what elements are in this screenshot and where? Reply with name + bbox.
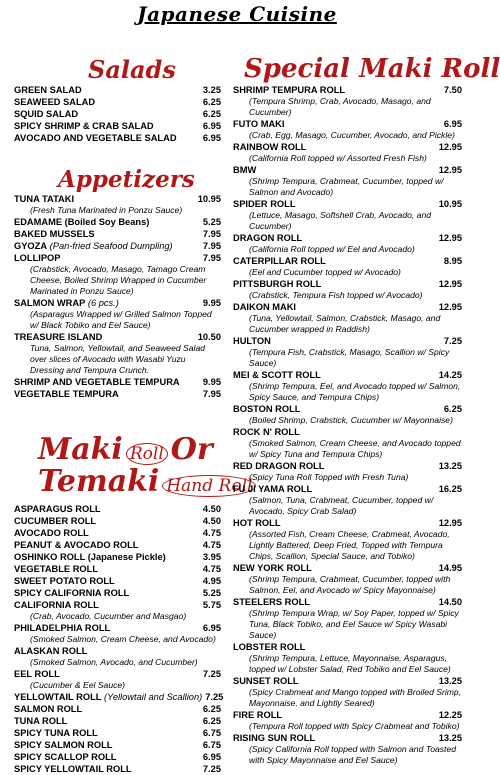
item-price: 6.25: [202, 97, 221, 107]
item-name-text: CALIFORNIA ROLL: [14, 600, 99, 610]
item-description: (Boiled Shrimp, Crabstick, Cucumber w/ Mayonnaise): [249, 415, 453, 425]
item-note: (Pan-fried Seafood Dumpling): [47, 241, 173, 251]
or-word: Or: [170, 432, 213, 467]
item-description: (Crab, Egg, Masago, Cucumber, Avocado, and Pickle): [249, 130, 455, 140]
item-name: [233, 164, 256, 176]
item-price: 7.95: [202, 229, 221, 239]
item-name-text: SEAWEED SALAD: [14, 97, 96, 107]
appetizers-list: [14, 193, 221, 400]
item-name-text: STEELERS ROLL: [233, 597, 310, 607]
salads-heading: Salads: [88, 55, 176, 84]
salads-list: [14, 84, 221, 144]
item-name: [233, 232, 302, 244]
item-price: 10.95: [197, 194, 221, 204]
menu-item: [14, 331, 221, 343]
hand-roll-paren: Hand Roll: [162, 475, 256, 497]
item-price: 12.95: [438, 165, 462, 175]
item-price: 6.95: [202, 752, 221, 762]
item-name-text: FIRE ROLL: [233, 710, 283, 720]
menu-item: [14, 376, 221, 388]
item-name: [233, 403, 301, 415]
item-description: (Tuna, Yellowtail, Salmon, Crabstick, Masago, and Cucumber wrapped in Raddish): [249, 313, 441, 334]
item-name-text: SWEET POTATO ROLL: [14, 576, 115, 586]
menu-item: [14, 216, 221, 228]
item-name: [14, 539, 138, 551]
item-name-text: NEW YORK ROLL: [233, 563, 312, 573]
menu-item: [14, 388, 221, 400]
item-name-text: ALASKAN ROLL: [14, 646, 88, 656]
item-name: [14, 587, 129, 599]
item-price: 9.95: [202, 377, 221, 387]
item-name: [233, 460, 324, 472]
item-note: (6 pcs.): [85, 298, 119, 308]
item-name-text: BMW: [233, 165, 257, 175]
item-price: 3.25: [202, 85, 221, 95]
menu-title: Japanese Cuisine: [137, 2, 337, 26]
menu-item: [14, 587, 221, 599]
item-name: [14, 193, 74, 205]
item-price: 7.95: [202, 253, 221, 263]
item-price: 7.25: [202, 669, 221, 679]
menu-item: [233, 84, 462, 96]
item-note: (Yellowtail and Scallion): [101, 692, 203, 702]
menu-item: [14, 691, 224, 703]
item-price: 6.95: [443, 119, 462, 129]
item-name: [14, 388, 119, 400]
menu-item: [233, 517, 462, 529]
item-price: 16.25: [438, 484, 462, 494]
menu-item: [14, 240, 221, 252]
item-price: 7.25: [443, 336, 462, 346]
item-price: 4.75: [202, 528, 221, 538]
item-name-text: TUNA TATAKI: [14, 194, 75, 204]
item-price: 13.25: [438, 461, 462, 471]
roll-paren: Roll: [126, 443, 168, 465]
temaki-word: Temaki: [38, 464, 160, 499]
item-price: 6.75: [202, 728, 221, 738]
item-description: (Spicy Tuna Roll Topped with Fresh Tuna): [249, 472, 409, 482]
item-name-text: LOBSTER ROLL: [233, 642, 306, 652]
item-name: [14, 727, 98, 739]
item-name: [14, 240, 173, 252]
item-description: (Cucumber & Eel Sauce): [30, 680, 126, 690]
item-name: [233, 301, 296, 313]
item-price: 12.95: [438, 142, 462, 152]
menu-item: [14, 503, 221, 515]
item-price: 7.25: [202, 764, 221, 774]
item-name: [14, 763, 132, 775]
item-name-text: RAINBOW ROLL: [233, 142, 307, 152]
item-name: [14, 228, 95, 240]
special-maki-heading: Special Maki Roll: [244, 54, 500, 84]
menu-item: [14, 228, 221, 240]
item-name: [233, 675, 299, 687]
item-name-text: YELLOWTAIL ROLL: [14, 692, 102, 702]
item-price: 12.95: [438, 518, 462, 528]
item-name-text: RISING SUN ROLL: [233, 733, 316, 743]
item-name-text: PEANUT & AVOCADO ROLL: [14, 540, 139, 550]
item-name-text: AVOCADO AND VEGETABLE SALAD: [14, 133, 177, 143]
item-name: [14, 96, 95, 108]
item-name-text: EEL ROLL: [14, 669, 60, 679]
maki-word: Maki: [38, 432, 123, 467]
item-name: [14, 120, 154, 132]
item-name: [14, 503, 101, 515]
item-name: [14, 622, 110, 634]
item-price: [459, 641, 462, 653]
menu-item: [14, 715, 221, 727]
item-name-text: OSHINKO ROLL (Japanese Pickle): [14, 552, 166, 562]
item-price: 12.95: [438, 302, 462, 312]
item-name-text: EDAMAME (Boiled Soy Beans): [14, 217, 150, 227]
item-name-text: SPICY SHRIMP & CRAB SALAD: [14, 121, 154, 131]
item-name: [14, 751, 116, 763]
menu-item: [14, 515, 221, 527]
menu-item: [233, 675, 462, 687]
maki-heading-line1: [38, 432, 213, 467]
item-description: (Shrimp Tempura, Eel, and Avocado topped w/ Salmon, Spicy Sauce, and Tempura Chips): [249, 381, 461, 402]
item-name: [14, 599, 99, 611]
item-name: [14, 331, 102, 343]
menu-item: [233, 301, 462, 313]
menu-item: [233, 596, 462, 608]
item-price: 7.50: [443, 85, 462, 95]
item-name-text: SHRIMP TEMPURA ROLL: [233, 85, 346, 95]
menu-item: [14, 252, 221, 264]
item-price: 7.25: [205, 692, 224, 702]
item-name: [233, 369, 321, 381]
item-description: (California Roll topped w/ Assorted Fresh Fish): [249, 153, 427, 163]
item-name-text: GREEN SALAD: [14, 85, 82, 95]
item-name: [14, 739, 112, 751]
item-description: (Assorted Fish, Cream Cheese, Crabmeat, Avocado, Lightly Battered, Deep Fried, Topped with Tempura Chips, Scallion, Special Sauce, and Tobiko): [249, 529, 450, 561]
item-price: 12.25: [438, 710, 462, 720]
item-description: (Tempura Roll topped with Spicy Crabmeat and Tobiko): [249, 721, 460, 731]
item-name-text: HULTON: [233, 336, 271, 346]
item-name-text: GYOZA: [14, 241, 48, 251]
item-name-text: CATERPILLAR ROLL: [233, 256, 326, 266]
item-description: (Spicy Crabmeat and Mango topped with Broiled Srimp, Mayonnaise, and Lightly Seared): [249, 687, 462, 708]
item-price: [218, 645, 221, 657]
item-price: 10.50: [197, 332, 221, 342]
item-description: (Salmon, Tuna, Crabmeat, Cucumber, topped w/ Avocado, Spicy Crab Salad): [249, 495, 434, 516]
menu-item: [14, 120, 221, 132]
item-name-text: SUNSET ROLL: [233, 676, 299, 686]
menu-item: [14, 563, 221, 575]
item-name-text: ROCK N' ROLL: [233, 427, 300, 437]
menu-item: [233, 141, 462, 153]
item-price: 12.95: [438, 279, 462, 289]
menu-item: [14, 575, 221, 587]
item-description: (Spicy California Roll topped with Salmon and Toasted with Spicy Mayonnaise and Eel Sauce): [249, 744, 457, 765]
item-price: 5.25: [202, 217, 221, 227]
item-description: (Crabstick, Avocado, Masago, Tamago Cream Cheese, Boiled Shrimp Wrapped in Cucumber Marinated in Ponzu Sauce): [30, 264, 207, 296]
item-name: [14, 668, 60, 680]
menu-item: [14, 703, 221, 715]
item-price: 9.95: [202, 298, 221, 308]
item-name: [14, 297, 119, 309]
menu-item: [14, 739, 221, 751]
appetizers-heading: Appetizers: [58, 166, 195, 193]
menu-item: [233, 641, 462, 653]
menu-item: [14, 599, 221, 611]
menu-item: [233, 198, 462, 210]
item-name: [14, 132, 177, 144]
item-price: 6.25: [202, 704, 221, 714]
item-name: [14, 715, 67, 727]
item-name-text: VEGETABLE ROLL: [14, 564, 99, 574]
menu-item: [14, 763, 221, 775]
item-price: 6.95: [202, 623, 221, 633]
item-name: [233, 596, 310, 608]
menu-item: [14, 751, 221, 763]
item-price: 12.95: [438, 233, 462, 243]
item-name-text: SHRIMP AND VEGETABLE TEMPURA: [14, 377, 180, 387]
menu-item: [14, 297, 221, 309]
item-name: [14, 252, 61, 264]
menu-item: [233, 164, 462, 176]
item-name-text: AVOCADO ROLL: [14, 528, 89, 538]
item-name: [233, 84, 345, 96]
item-name-text: PHILADELPHIA ROLL: [14, 623, 111, 633]
item-name-text: CUCUMBER ROLL: [14, 516, 97, 526]
item-name: [14, 563, 98, 575]
maki-list: [14, 503, 224, 775]
item-price: 13.25: [438, 733, 462, 743]
item-name-text: BAKED MUSSELS: [14, 229, 95, 239]
item-price: [459, 426, 462, 438]
item-price: 6.75: [202, 740, 221, 750]
item-description: (Lettuce, Masago, Softshell Crab, Avocado, and Cucumber): [249, 210, 432, 231]
item-description: (Tempura Fish, Crabstick, Masago, Scallion w/ Spicy Sauce): [249, 347, 450, 368]
maki-heading-line2: [38, 464, 259, 499]
item-price: 5.25: [202, 588, 221, 598]
item-price: 7.95: [202, 241, 221, 251]
item-name-text: SQUID SALAD: [14, 109, 79, 119]
item-name: [14, 551, 166, 563]
item-name-text: TUNA ROLL: [14, 716, 68, 726]
item-price: 14.25: [438, 370, 462, 380]
item-price: 6.95: [202, 133, 221, 143]
item-name: [14, 376, 180, 388]
menu-item: [233, 426, 462, 438]
item-name: [14, 691, 202, 703]
menu-item: [233, 732, 462, 744]
item-description: (Smoked Salmon, Avocado, and Cucumber): [30, 657, 198, 667]
item-description: (Shrimp Tempura, Lettuce, Mayonnaise, Asparagus, topped w/ Lobster Salad, Red Tobiko and Eel Sauce): [249, 653, 451, 674]
item-name: [14, 515, 96, 527]
menu-item: [233, 232, 462, 244]
item-price: 4.75: [202, 540, 221, 550]
item-name: [14, 575, 115, 587]
menu-item: [233, 278, 462, 290]
item-name-text: SPICY SCALLOP ROLL: [14, 752, 117, 762]
menu-item: [14, 193, 221, 205]
menu-item: [233, 483, 462, 495]
item-name-text: FUTO MAKI: [233, 119, 285, 129]
item-price: 7.95: [202, 389, 221, 399]
menu-item: [14, 539, 221, 551]
menu-item: [14, 96, 221, 108]
menu-item: [233, 118, 462, 130]
item-description: (Crab, Avocado, Cucumber and Masgao): [30, 611, 187, 621]
item-name-text: SPIDER ROLL: [233, 199, 296, 209]
menu-item: [14, 645, 221, 657]
item-name-text: DAIKON MAKI: [233, 302, 297, 312]
item-name: [233, 118, 284, 130]
item-name: [233, 335, 271, 347]
menu-item: [14, 527, 221, 539]
menu-item: [14, 108, 221, 120]
item-name: [233, 709, 282, 721]
item-name: [233, 641, 305, 653]
item-name: [233, 278, 321, 290]
item-name-text: MEI & SCOTT ROLL: [233, 370, 321, 380]
item-name: [14, 216, 149, 228]
item-price: 4.95: [202, 576, 221, 586]
item-name-text: RED DRAGON ROLL: [233, 461, 325, 471]
item-name-text: SALMON WRAP: [14, 298, 86, 308]
item-price: 6.25: [443, 404, 462, 414]
item-description: (California Roll topped w/ Eel and Avocado): [249, 244, 415, 254]
item-price: 10.95: [438, 199, 462, 209]
menu-item: [14, 668, 221, 680]
item-price: 14.50: [438, 597, 462, 607]
item-description: (Shrimp Tempura, Crabmeat, Cucumber, topped with Salmon, Eel, and Avocado w/ Spicy Mayonnaise): [249, 574, 451, 595]
item-name: [233, 732, 315, 744]
item-price: 4.50: [202, 516, 221, 526]
item-description: (Crabstick, Tempura Fish topped w/ Avocado): [249, 290, 423, 300]
menu-item: [233, 562, 462, 574]
item-price: 6.95: [202, 121, 221, 131]
item-price: 8.95: [443, 256, 462, 266]
item-name: [233, 141, 306, 153]
item-name-text: PITTSBURGH ROLL: [233, 279, 322, 289]
menu-item: [233, 255, 462, 267]
item-name-text: HOT ROLL: [233, 518, 281, 528]
item-description: (Asparagus Wrapped w/ Grilled Salmon Topped w/ Black Tobiko and Eel Sauce): [30, 309, 212, 330]
menu-item: [233, 335, 462, 347]
item-price: 14.95: [438, 563, 462, 573]
item-name: [233, 198, 296, 210]
special-maki-list: [233, 84, 462, 766]
item-description: (Smoked Salmon, Cream Cheese, and Avocado): [30, 634, 216, 644]
item-description: (Eel and Cucumber topped w/ Avocado): [249, 267, 401, 277]
item-name: [233, 562, 312, 574]
item-name: [14, 703, 82, 715]
item-name: [233, 483, 312, 495]
item-name: [233, 255, 326, 267]
item-name-text: ASPARAGUS ROLL: [14, 504, 101, 514]
menu-item: [14, 132, 221, 144]
item-price: 4.50: [202, 504, 221, 514]
item-price: 13.25: [438, 676, 462, 686]
item-name-text: SPICY TUNA ROLL: [14, 728, 98, 738]
menu-item: [14, 551, 221, 563]
item-name-text: SPICY CALIFORNIA ROLL: [14, 588, 130, 598]
item-name-text: SALMON ROLL: [14, 704, 83, 714]
item-name-text: TREASURE ISLAND: [14, 332, 103, 342]
item-price: 5.75: [202, 600, 221, 610]
item-name: [233, 426, 300, 438]
item-description: (Shrimp Tempura, Crabmeat, Cucumber, topped w/ Salmon and Avocado): [249, 176, 444, 197]
item-description: (Shrimp Tempura Wrap, w/ Soy Paper, topped w/ Spicy Tuna, Black Tobiko, and Eel Sauce w/ Spicy Wasabi Sauce): [249, 608, 459, 640]
item-price: 6.25: [202, 716, 221, 726]
item-name: [14, 527, 89, 539]
item-name-text: BOSTON ROLL: [233, 404, 301, 414]
item-name-text: SPICY SALMON ROLL: [14, 740, 113, 750]
item-name-text: FU JI YAMA ROLL: [233, 484, 313, 494]
menu-item: [233, 403, 462, 415]
maki-temaki-heading: [38, 432, 253, 502]
menu-item: [14, 84, 221, 96]
item-price: 6.25: [202, 109, 221, 119]
item-description: (Fresh Tuna Marinated in Ponzu Sauce): [30, 205, 183, 215]
item-name-text: DRAGON ROLL: [233, 233, 303, 243]
menu-item: [14, 727, 221, 739]
item-description: Tuna, Salmon, Yellowtail, and Seaweed Salad over slices of Avocado with Wasabi Yuzu Dressing and Tempura Crunch.: [30, 343, 206, 375]
item-name: [14, 645, 87, 657]
item-price: 4.75: [202, 564, 221, 574]
item-name: [14, 108, 78, 120]
item-name: [233, 517, 281, 529]
item-name: [14, 84, 82, 96]
item-name-text: VEGETABLE TEMPURA: [14, 389, 119, 399]
menu-item: [14, 622, 221, 634]
menu-item: [233, 369, 462, 381]
item-name-text: LOLLIPOP: [14, 253, 61, 263]
item-name-text: SPICY YELLOWTAIL ROLL: [14, 764, 132, 774]
item-description: (Smoked Salmon, Cream Cheese, and Avocado topped w/ Spicy Tuna and Tempura Chips): [249, 438, 461, 459]
item-price: 3.95: [202, 552, 221, 562]
menu-item: [233, 460, 462, 472]
item-description: (Tempura Shrimp, Crab, Avocado, Masago, and Cucumber): [249, 96, 431, 117]
menu-item: [233, 709, 462, 721]
